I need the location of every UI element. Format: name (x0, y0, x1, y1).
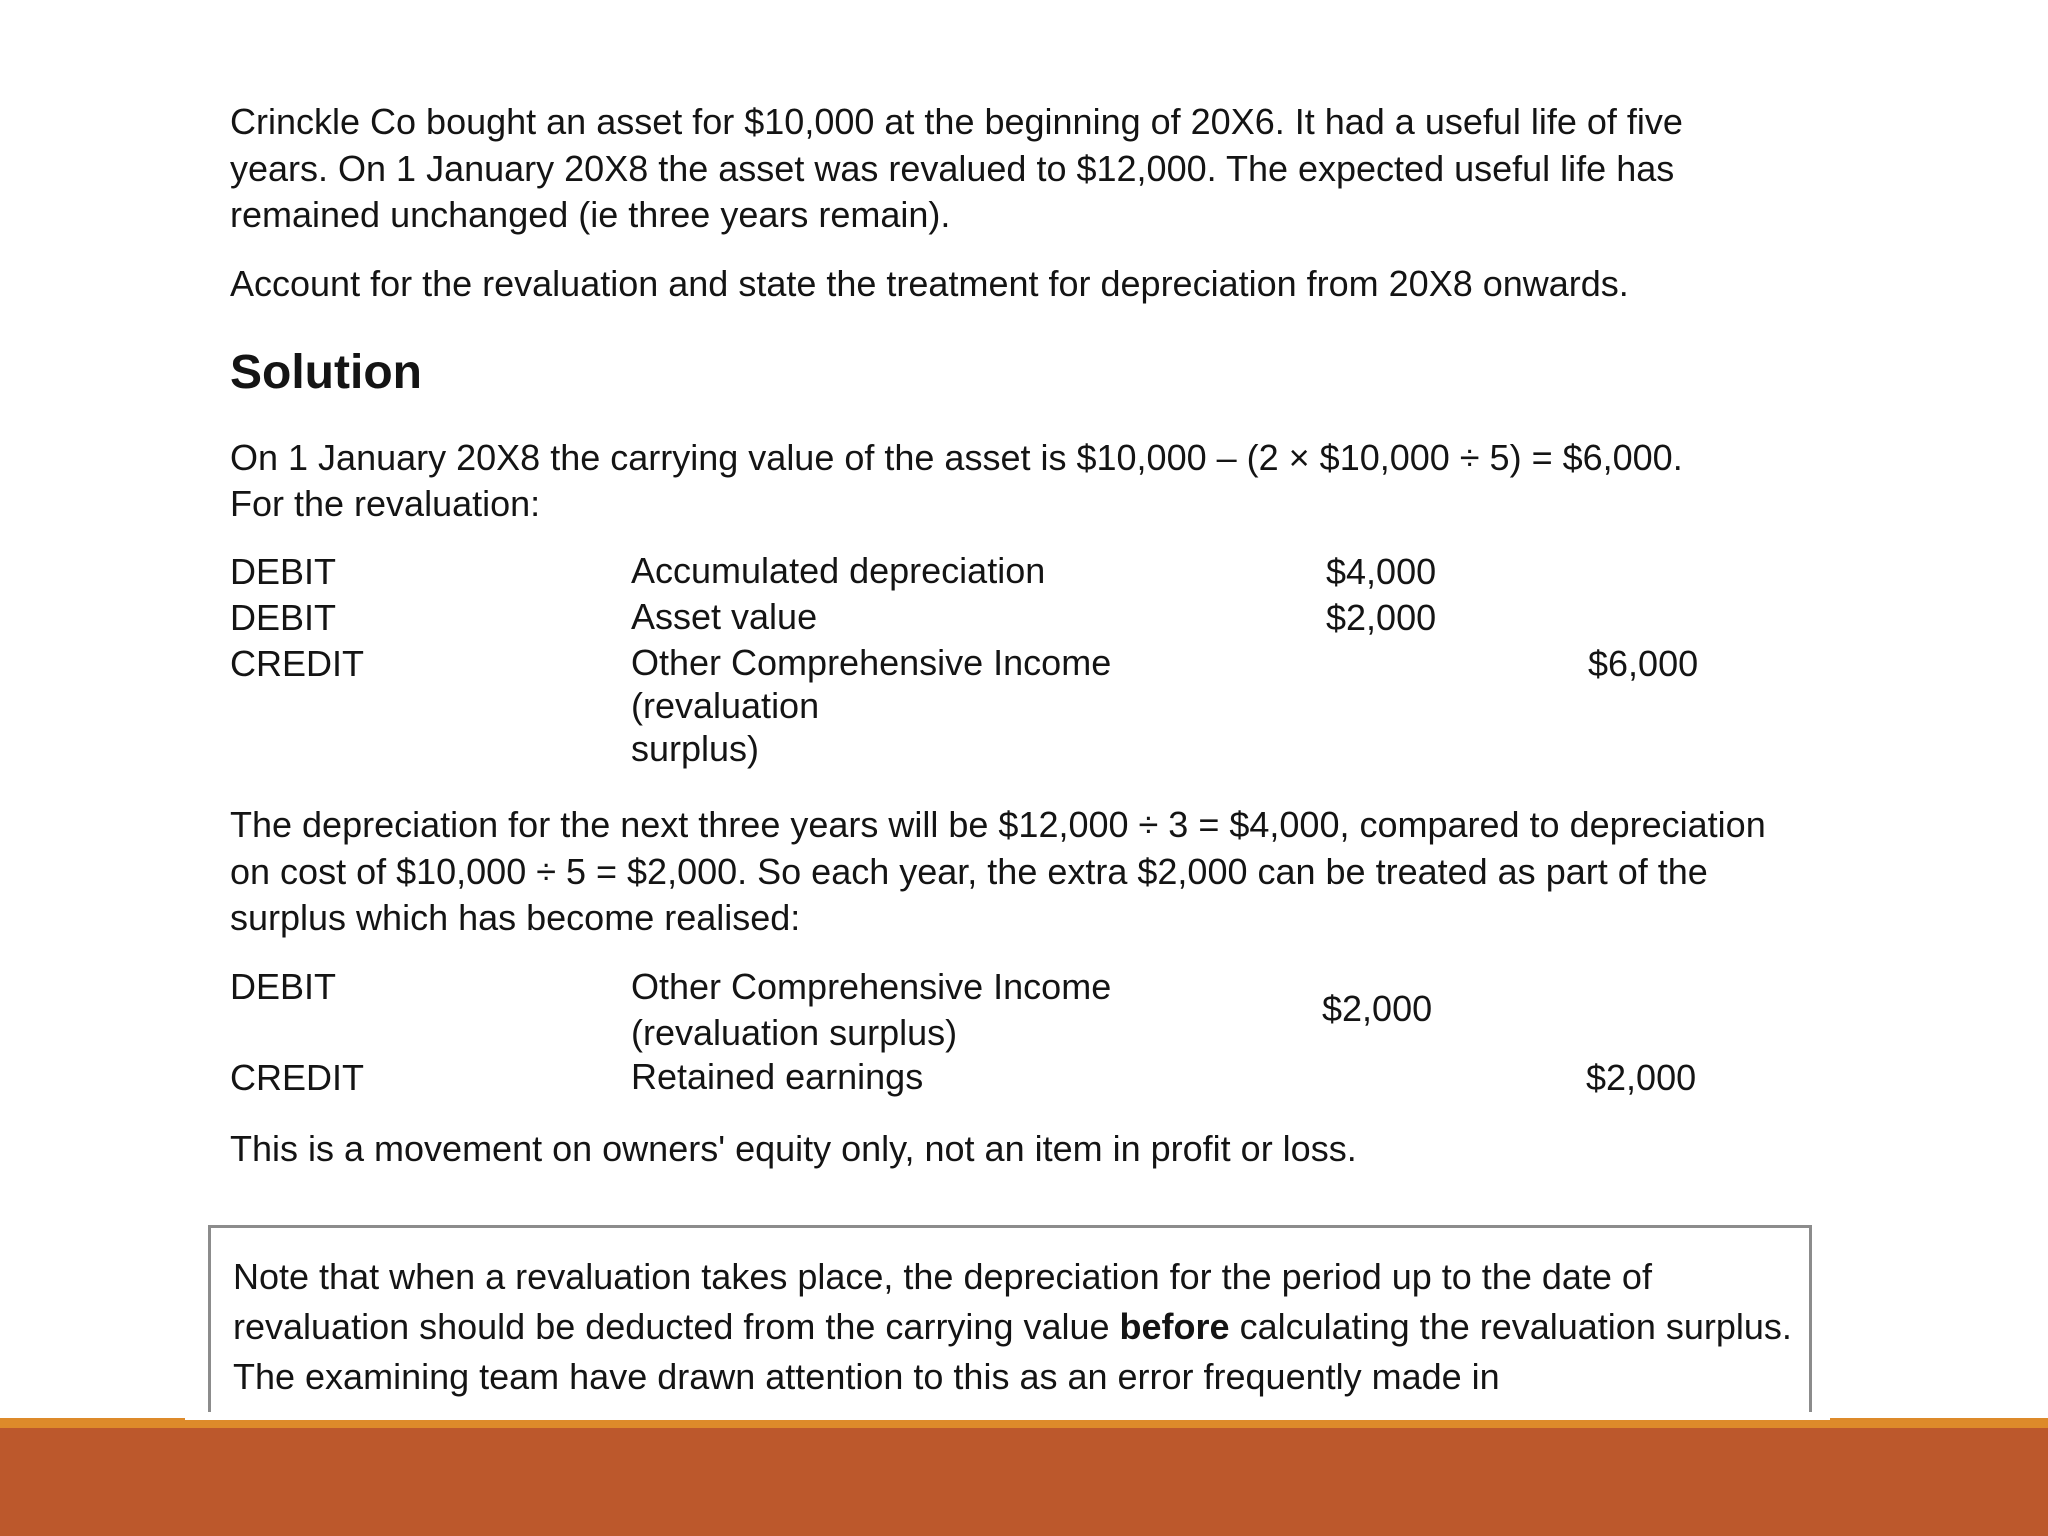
note-text-part: calculating the revaluation surplus. The examining team have drawn attention to this as an error frequently made in (233, 1306, 1792, 1397)
depreciation-paragraph: The depreciation for the next three years will be $12,000 ÷ 3 = $4,000, compared to depreciation on cost of $10,000 ÷ 5 = $2,000. So each year, the extra $2,000 can be treated as part of the surplus which has become realised: (230, 804, 1766, 938)
entry-type: DEBIT (230, 966, 337, 1007)
note-box (208, 1225, 1812, 1415)
note-emphasis: before (1119, 1306, 1230, 1347)
account-line: Other Comprehensive Income (631, 642, 1112, 683)
entry-type: DEBIT (230, 597, 337, 638)
revaluation-intro-line: For the revaluation: (230, 483, 541, 524)
debit-amount: $4,000 (1326, 551, 1437, 592)
account-line: (revaluation (631, 685, 820, 726)
account-name (631, 964, 1151, 1056)
task-paragraph: Account for the revaluation and state the treatment for depreciation from 20X8 onwards. (230, 263, 1629, 304)
account-name: Asset value (631, 596, 818, 637)
footer-band (0, 1428, 2048, 1536)
debit-amount: $2,000 (1322, 988, 1433, 1029)
equity-movement-note: This is a movement on owners' equity only, not an item in profit or loss. (230, 1128, 1357, 1169)
page-edge (185, 1412, 1830, 1420)
carrying-value-line: On 1 January 20X8 the carrying value of the asset is $10,000 – (2 × $10,000 ÷ 5) = $6,000. (230, 437, 1683, 478)
credit-amount: $6,000 (1588, 643, 1699, 684)
debit-amount: $2,000 (1326, 597, 1437, 638)
note-text (233, 1252, 1793, 1402)
account-line: surplus) (631, 728, 760, 769)
account-name (631, 641, 1151, 770)
credit-amount: $2,000 (1586, 1057, 1697, 1098)
note-text-part: Note that when a revaluation takes place, the depreciation for the period up to the date of revaluation should be deducted from the carrying value (233, 1256, 1652, 1347)
account-name: Accumulated depreciation (631, 550, 1046, 591)
account-line: Other Comprehensive Income (631, 966, 1112, 1007)
intro-paragraph: Crinckle Co bought an asset for $10,000 at the beginning of 20X6. It had a useful life of five years. On 1 January 20X8 the asset was revalued to $12,000. The expected useful life has remained unchanged (ie three years remain). (230, 101, 1683, 235)
entry-type: CREDIT (230, 1057, 364, 1098)
account-name: Retained earnings (631, 1056, 924, 1097)
entry-type: CREDIT (230, 643, 364, 684)
entry-type: DEBIT (230, 551, 337, 592)
account-line: (revaluation surplus) (631, 1012, 958, 1053)
solution-heading: Solution (230, 346, 422, 399)
